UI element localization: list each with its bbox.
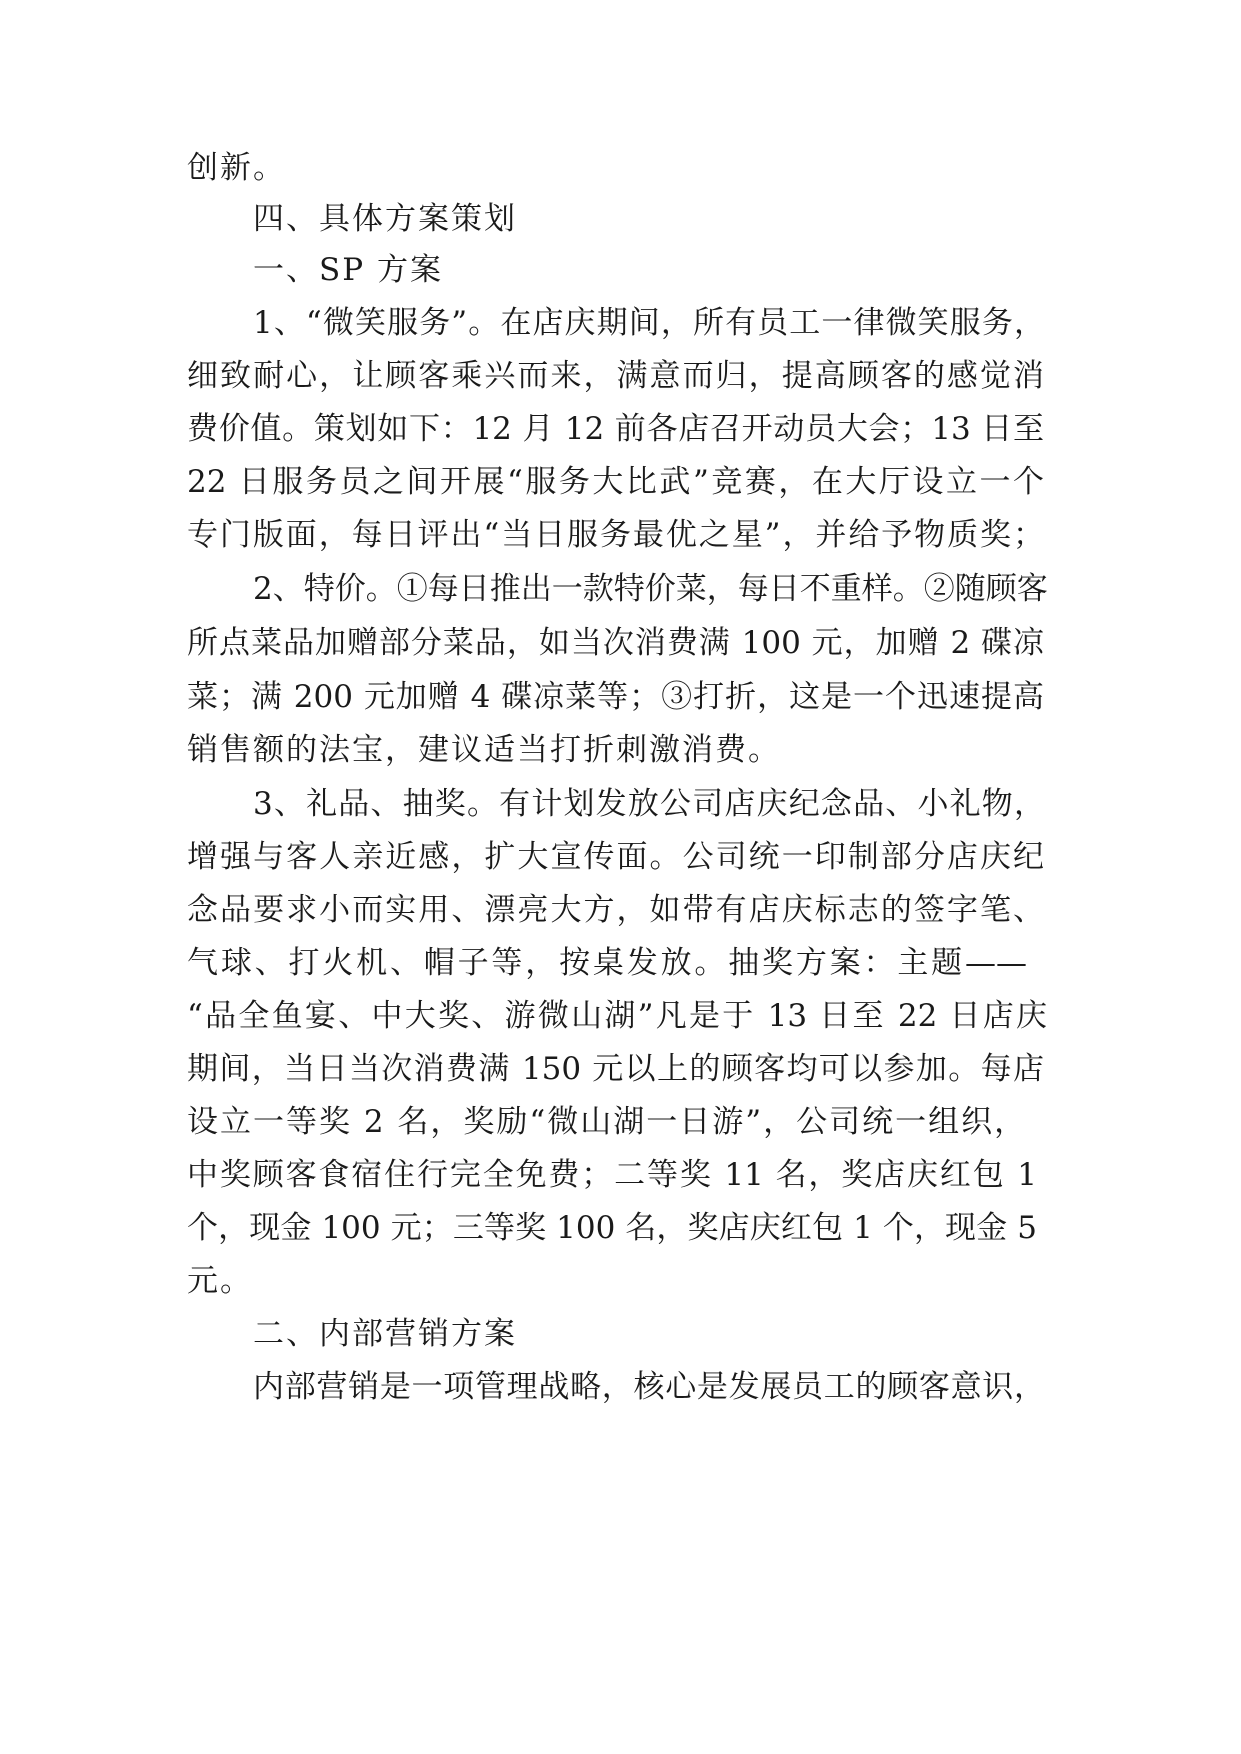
text-line: 念品要求小而实用、漂亮大方，如带有店庆标志的签字笔、 xyxy=(187,892,1044,928)
text-line: 中奖顾客食宿住行完全免费；二等奖 11 名，奖店庆红包 1 xyxy=(187,1157,1037,1193)
section-heading: 二、内部营销方案 xyxy=(253,1316,517,1352)
text-line: 细致耐心，让顾客乘兴而来，满意而归，提高顾客的感觉消 xyxy=(187,358,1044,394)
text-line: 内部营销是一项管理战略，核心是发展员工的顾客意识， xyxy=(253,1369,1045,1405)
text-line: 个，现金 100 元；三等奖 100 名，奖店庆红包 1 个，现金 5 xyxy=(187,1210,1037,1246)
text-line: 元。 xyxy=(187,1263,253,1299)
section-heading: 一、SP 方案 xyxy=(253,252,443,288)
text-line: 所点菜品加赠部分菜品，如当次消费满 100 元，加赠 2 碟凉 xyxy=(187,625,1044,661)
text-line: 22 日服务员之间开展“服务大比武”竞赛，在大厅设立一个 xyxy=(187,464,1044,500)
text-line: 费价值。策划如下：12 月 12 前各店召开动员大会；13 日至 xyxy=(187,411,1044,447)
text-line: 3、礼品、抽奖。有计划发放公司店庆纪念品、小礼物， xyxy=(253,786,1045,822)
text-line: 菜；满 200 元加赠 4 碟凉菜等；③打折，这是一个迅速提高 xyxy=(187,679,1044,715)
text-line: 设立一等奖 2 名，奖励“微山湖一日游”，公司统一组织， xyxy=(187,1104,1028,1140)
text-line: 2、特价。①每日推出一款特价菜，每日不重样。②随顾客 xyxy=(253,571,1048,607)
text-line: 1、“微笑服务”。在店庆期间，所有员工一律微笑服务， xyxy=(253,305,1045,341)
text-line: 创新。 xyxy=(187,150,286,186)
text-line: 销售额的法宝，建议适当打折刺激消费。 xyxy=(187,732,781,768)
section-heading: 四、具体方案策划 xyxy=(253,201,517,237)
text-line: 气球、打火机、帽子等，按桌发放。抽奖方案：主题—— xyxy=(187,945,1027,981)
text-line: 期间，当日当次消费满 150 元以上的顾客均可以参加。每店 xyxy=(187,1051,1044,1087)
text-line: “品全鱼宴、中大奖、游微山湖”凡是于 13 日至 22 日店庆 xyxy=(187,998,1047,1034)
text-line: 专门版面，每日评出“当日服务最优之星”，并给予物质奖； xyxy=(187,517,1044,553)
text-line: 增强与客人亲近感，扩大宣传面。公司统一印制部分店庆纪 xyxy=(187,839,1044,875)
